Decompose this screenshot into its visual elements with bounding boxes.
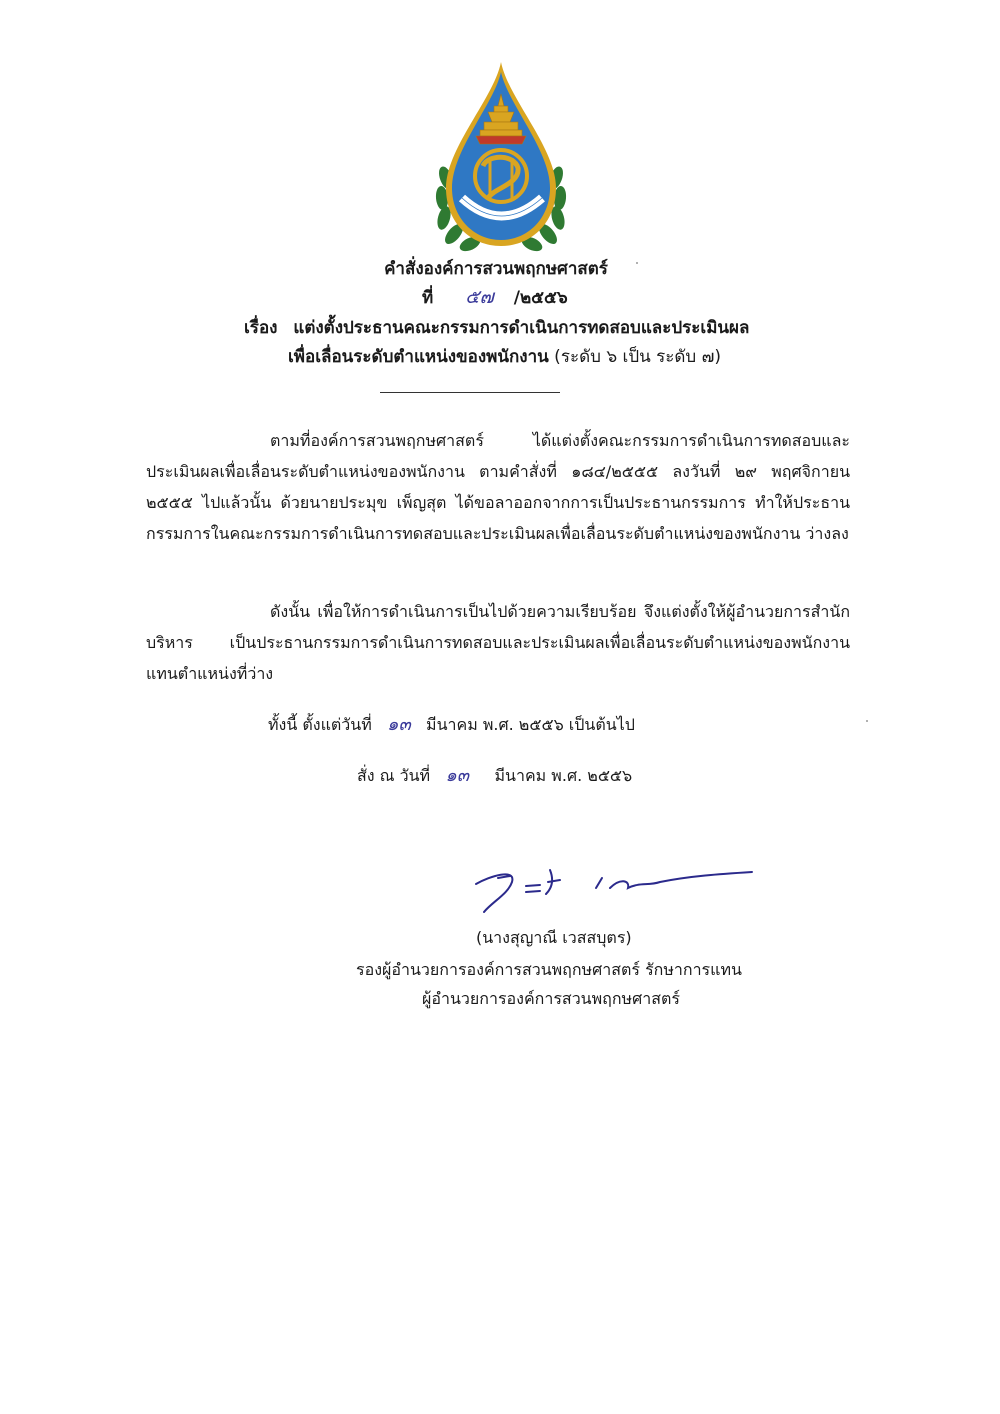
- subject-line-2: [288, 345, 721, 369]
- subject-line-1: [244, 316, 749, 340]
- effective-day: ๑๓: [387, 714, 411, 735]
- order-number: ๕๗: [465, 286, 494, 308]
- subject-text-2-bold: เพื่อเลื่อนระดับตำแหน่งของพนักงาน: [288, 347, 549, 367]
- body-paragraph-2: ดังนั้น เพื่อให้การดำเนินการเป็นไปด้วยความเรียบร้อย จึงแต่งตั้งให้ผู้อำนวยการสำนักบริหาร เป็นประธานกรรมการดำเนินการทดสอบและประเมินผลเพื่อเลื่อนระดับตำแหน่งของพนักงาน แทนตำแหน่งที่ว่าง: [146, 602, 850, 683]
- signer-name: (นางสุญาณี เวสสบุตร): [476, 928, 632, 947]
- order-number-row: [422, 285, 568, 310]
- scan-speck: [866, 720, 868, 722]
- effective-prefix: ทั้งนี้ ตั้งแต่วันที่: [268, 715, 372, 734]
- effective-suffix: มีนาคม พ.ศ. ๒๕๕๖ เป็นต้นไป: [426, 715, 635, 734]
- subject-text-2-rest: (ระดับ ๖ เป็น ระดับ ๗): [548, 347, 722, 367]
- body-paragraph-1: ตามที่องค์การสวนพฤกษศาสตร์ ได้แต่งตั้งคณะกรรมการดำเนินการทดสอบและประเมินผลเพื่อเลื่อนระดับตำแหน่งของพนักงาน ตามคำสั่งที่ ๑๘๔/๒๕๕๕ ลงวันที่ ๒๙ พฤศจิกายน ๒๕๕๕ ไปแล้วนั้น ด้วยนายประมุข เพ็ญสุต ได้ขอลาออกจากการเป็นประธานกรรมการ ทำให้ประธานกรรมการในคณะกรรมการดำเนินการทดสอบและประเมินผลเพื่อเลื่อนระดับตำแหน่งของพนักงาน ว่างลง: [146, 431, 850, 543]
- signer-title-1: รองผู้อำนวยการองค์การสวนพฤกษศาสตร์ รักษาการแทน: [356, 960, 742, 979]
- issued-date-line: [357, 764, 632, 788]
- issued-suffix: มีนาคม พ.ศ. ๒๕๕๖: [494, 766, 633, 785]
- effective-date-line: [268, 713, 635, 737]
- organization-emblem-icon: [428, 58, 574, 254]
- subject-label: เรื่อง: [244, 318, 278, 338]
- order-year: /๒๕๕๖: [513, 288, 568, 308]
- order-prefix: ที่: [422, 288, 434, 308]
- handwritten-signature: [470, 858, 760, 920]
- order-title: คำสั่งองค์การสวนพฤกษศาสตร์: [384, 259, 608, 279]
- subject-text-1: แต่งตั้งประธานคณะกรรมการดำเนินการทดสอบและประเมินผล: [293, 318, 750, 338]
- scan-speck: [636, 262, 638, 264]
- issued-day: ๑๓: [445, 765, 470, 786]
- signer-title-2: ผู้อำนวยการองค์การสวนพฤกษศาสตร์: [422, 989, 680, 1008]
- header-divider: [380, 392, 560, 393]
- issued-prefix: สั่ง ณ วันที่: [357, 766, 431, 785]
